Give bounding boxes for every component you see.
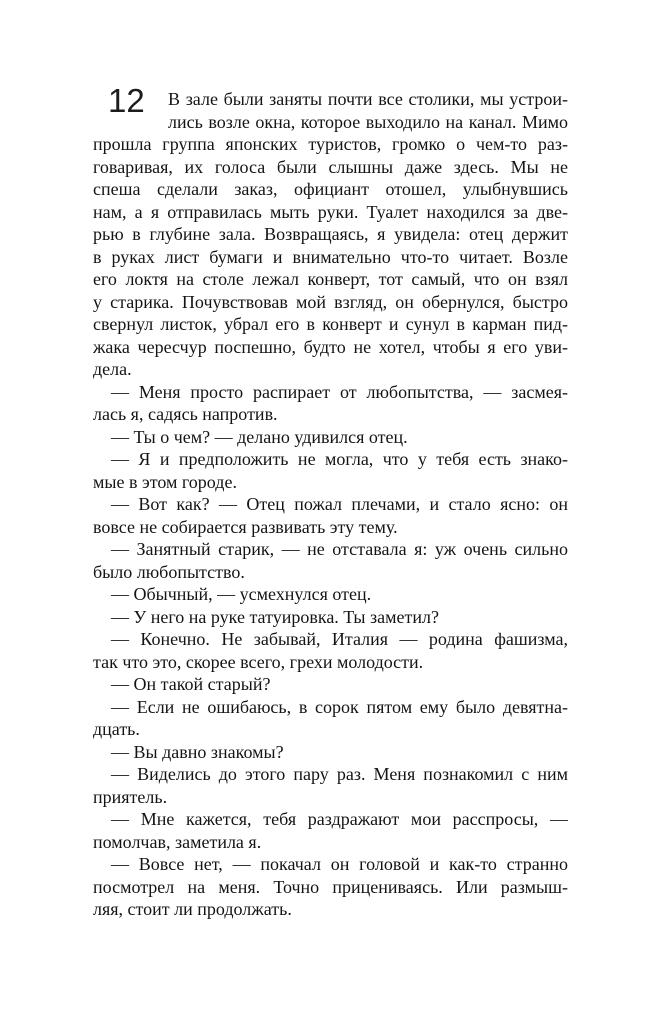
text-line: прошла группа японских туристов, громко о чем-то раз- bbox=[93, 134, 568, 154]
text-line: — Виделись до этого пару раз. Меня познакомил с ним bbox=[111, 764, 568, 784]
text-line: — Он такой старый? bbox=[111, 674, 271, 694]
page-number: 12 bbox=[108, 82, 145, 119]
text-line: В зале были заняты почти все столики, мы устрои- bbox=[168, 89, 568, 109]
text-line: приятель. bbox=[93, 786, 168, 807]
text-line: — Ты о чем? — делано удивился отец. bbox=[111, 426, 408, 447]
text-line: рью в глубине зала. Возвращаясь, я увидела: отец держит bbox=[93, 224, 568, 244]
text-line: лась я, садясь напротив. bbox=[93, 404, 278, 424]
text-line: — Мне кажется, тебя раздражают мои расспросы, — bbox=[111, 809, 568, 829]
text-line: — Занятный старик, — не отставала я: уж очень сильно bbox=[111, 539, 568, 559]
text-line: свернул листок, убрал его в конверт и сунул в карман пид- bbox=[93, 314, 568, 334]
text-line: жака чересчур поспешно, будто не хотел, чтобы я его уви- bbox=[93, 336, 568, 357]
text-line: посмотрел на меня. Точно прицениваясь. Или размыш- bbox=[93, 876, 568, 897]
text-line: — Обычный, — усмехнулся отец. bbox=[111, 584, 372, 604]
text-line: было любопытство. bbox=[93, 561, 245, 582]
text-line: говаривая, их голоса были слышны даже здесь. Мы не bbox=[93, 156, 568, 177]
text-line: дела. bbox=[93, 359, 132, 379]
text-line: помолчав, заметила я. bbox=[93, 831, 262, 852]
text-line: у старика. Почувствовав мой взгляд, он обернулся, быстро bbox=[93, 291, 568, 312]
text-line: ляя, стоит ли продолжать. bbox=[93, 899, 292, 919]
text-line: — Вовсе нет, — покачал он головой и как-то странно bbox=[111, 854, 568, 874]
text-line: — У него на руке татуировка. Ты заметил? bbox=[111, 606, 439, 627]
text-line: — Я и предположить не могла, что у тебя есть знако- bbox=[111, 449, 568, 469]
text-line: вовсе не собирается развивать эту тему. bbox=[93, 516, 398, 537]
text-line: — Вы давно знакомы? bbox=[111, 741, 284, 762]
text-line: его локтя на столе лежал конверт, тот самый, что он взял bbox=[93, 269, 568, 289]
text-line: в руках лист бумаги и внимательно что-то читает. Возле bbox=[93, 246, 568, 267]
text-line: мые в этом городе. bbox=[93, 471, 237, 492]
text-line: дцать. bbox=[93, 719, 140, 739]
text-line: — Конечно. Не забывай, Италия — родина фашизма, bbox=[111, 629, 568, 649]
text-line: — Вот как? — Отец пожал плечами, и стало ясно: он bbox=[111, 494, 568, 514]
text-line: — Меня просто распирает от любопытства, — засмея- bbox=[111, 381, 568, 402]
text-line: так что это, скорее всего, грехи молодости. bbox=[93, 651, 424, 672]
text-line: — Если не ошибаюсь, в сорок пятом ему было девятна- bbox=[111, 696, 568, 717]
text-line: лись возле окна, которое выходило на канал. Мимо bbox=[168, 111, 568, 132]
text-line: нам, а я отправилась мыть руки. Туалет находился за две- bbox=[93, 201, 568, 222]
text-line: спеша сделали заказ, официант отошел, улыбнувшись bbox=[93, 179, 568, 199]
page-text bbox=[93, 88, 568, 921]
